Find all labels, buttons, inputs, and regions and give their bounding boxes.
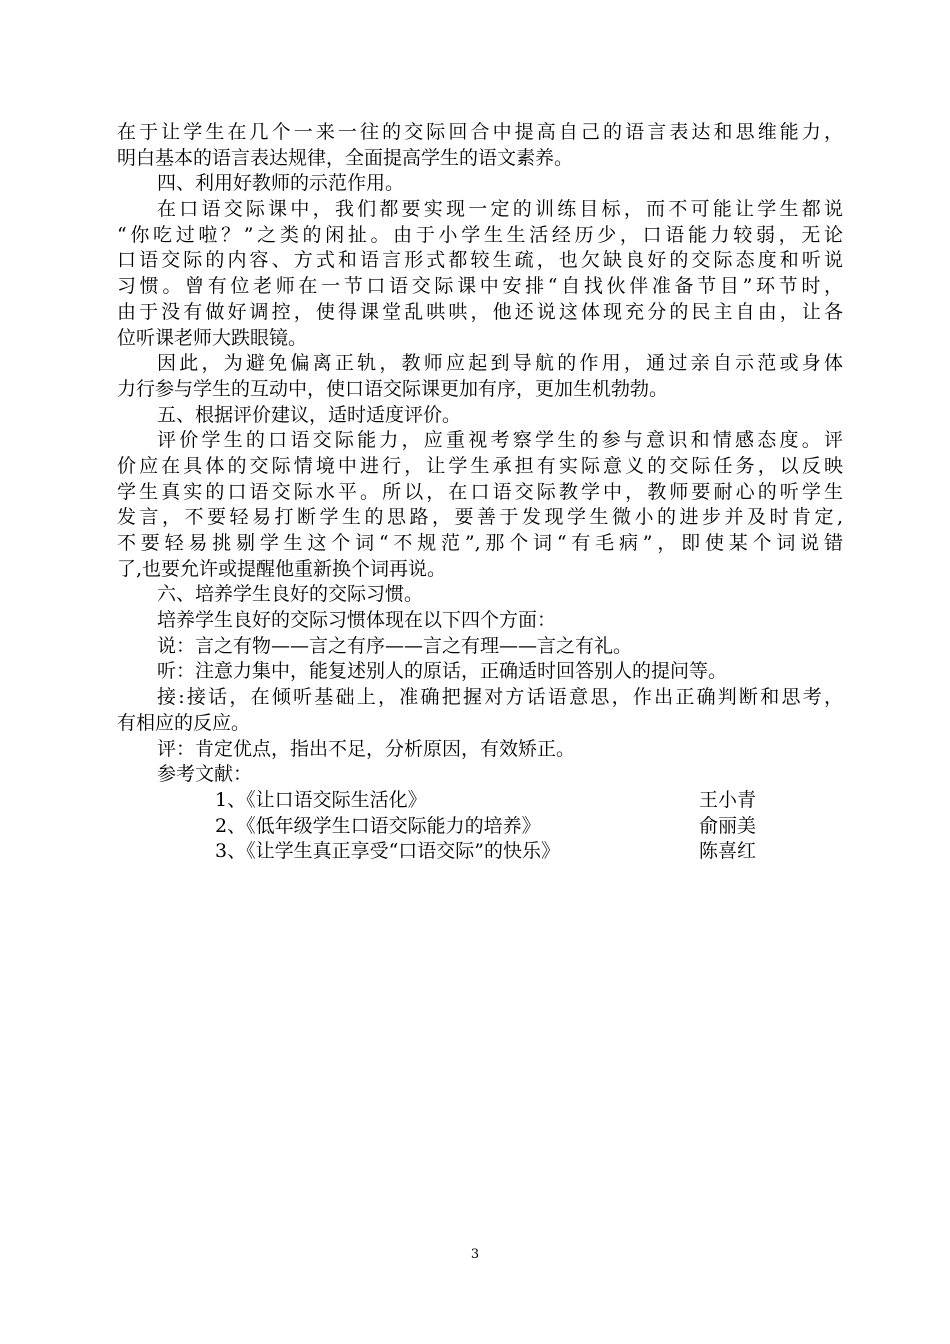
reference-title: 2、《低年级学生口语交际能力的培养》	[215, 814, 541, 837]
paragraph-line: 培养学生良好的交际习惯体现在以下四个方面：	[157, 609, 557, 632]
paragraph-line: 学生真实的口语交际水平。所以，在口语交际教学中，教师要耐心的听学生	[117, 480, 843, 503]
paragraph-line: 接:接话，在倾听基础上，准确把握对方话语意思，作出正确判断和思考，	[157, 686, 843, 709]
paragraph-line: 了,也要允许或提醒他重新换个词再说。	[117, 557, 447, 580]
section-heading: 四、利用好教师的示范作用。	[157, 172, 405, 195]
paragraph-line: 发言，不要轻易打断学生的思路，要善于发现学生微小的进步并及时肯定,	[117, 506, 843, 529]
reference-title: 3、《让学生真正享受“口语交际”的快乐》	[215, 840, 561, 863]
paragraph-line: 价应在具体的交际情境中进行，让学生承担有实际意义的交际任务，以反映	[117, 454, 843, 477]
section-heading: 六、培养学生良好的交际习惯。	[157, 583, 424, 606]
paragraph-line: 力行参与学生的互动中，使口语交际课更加有序，更加生机勃勃。	[117, 377, 669, 400]
reference-item	[117, 814, 843, 840]
references-heading: 参考文献：	[157, 763, 253, 786]
reference-author: 陈喜红	[699, 840, 757, 863]
paragraph-line: 说：言之有物——言之有序——言之有理——言之有礼。	[157, 634, 633, 657]
paragraph-line: 评：肯定优点，指出不足，分析原因，有效矫正。	[157, 737, 576, 760]
document-body	[117, 120, 843, 865]
paragraph-line: 习惯。曾有位老师在一节口语交际课中安排“自找伙伴准备节目”环节时，	[117, 275, 843, 298]
paragraph-line: 由于没有做好调控，使得课堂乱哄哄，他还说这体现充分的民主自由，让各	[117, 300, 843, 323]
paragraph-line: 明白基本的语言表达规律，全面提高学生的语文素养。	[117, 146, 574, 169]
reference-author: 王小青	[699, 788, 757, 811]
reference-author: 俞丽美	[699, 814, 757, 837]
paragraph-line: 有相应的反应。	[117, 711, 251, 734]
paragraph-line: 在于让学生在几个一来一往的交际回合中提高自己的语言表达和思维能力，	[117, 121, 843, 143]
paragraph-line: 不要轻易挑剔学生这个词“不规范”,那个词“有毛病”，即使某个词说错	[117, 532, 843, 554]
page-number: 3	[470, 1247, 480, 1262]
reference-item	[117, 839, 843, 865]
section-heading: 五、根据评价建议，适时适度评价。	[157, 403, 462, 426]
paragraph-line: 口语交际的内容、方式和语言形式都较生疏，也欠缺良好的交际态度和听说	[117, 249, 843, 272]
paragraph-line: “你吃过啦？”之类的闲扯。由于小学生生活经历少，口语能力较弱，无论	[117, 223, 843, 246]
paragraph-line: 评价学生的口语交际能力，应重视考察学生的参与意识和情感态度。评	[157, 429, 843, 452]
reference-item	[117, 788, 843, 814]
paragraph-line: 位听课老师大跌眼镜。	[117, 326, 308, 349]
reference-title: 1、《让口语交际生活化》	[215, 788, 427, 811]
paragraph-line: 因此，为避免偏离正轨，教师应起到导航的作用，通过亲自示范或身体	[157, 352, 843, 375]
paragraph-line: 在口语交际课中，我们都要实现一定的训练目标，而不可能让学生都说	[157, 198, 843, 221]
paragraph-line: 听：注意力集中，能复述别人的原话，正确适时回答别人的提问等。	[157, 660, 728, 683]
